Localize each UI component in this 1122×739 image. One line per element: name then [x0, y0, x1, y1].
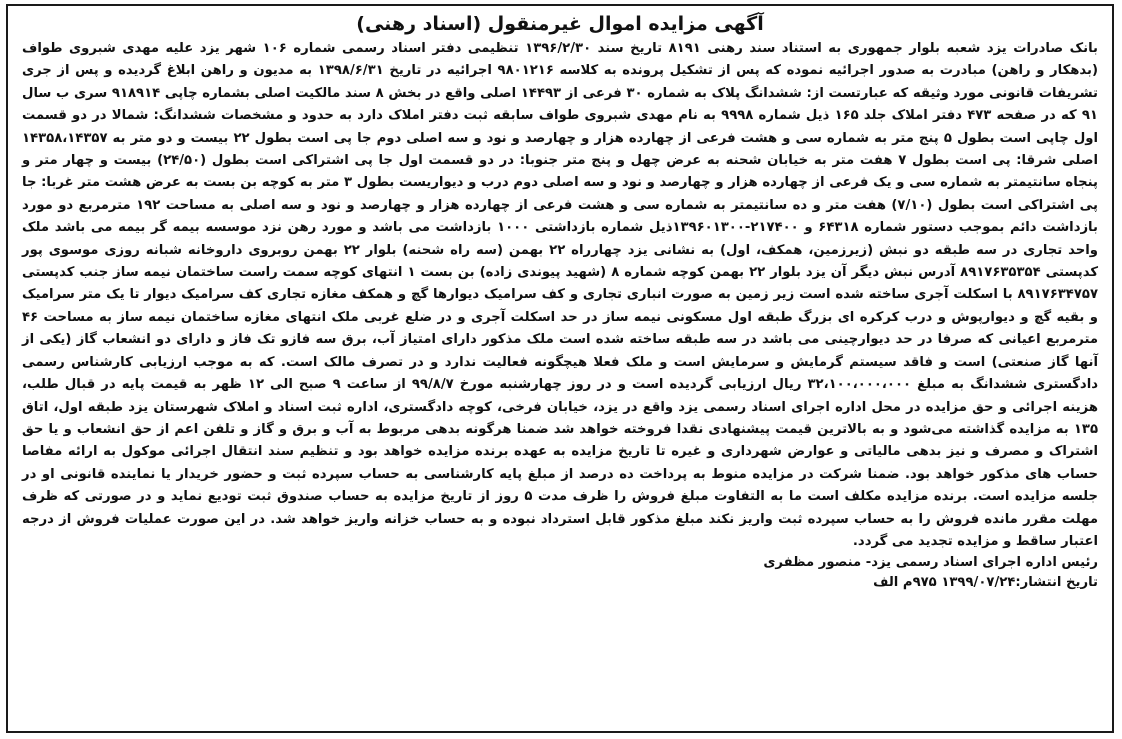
publish-date: تاریخ انتشار:۱۳۹۹/۰۷/۲۴ — [941, 575, 1098, 591]
notice-title: آگهی مزایده اموال غیرمنقول (اسناد رهنی) — [356, 13, 764, 35]
notice-body: بانک صادرات یزد شعبه بلوار جمهوری به استناد سند رهنی ۸۱۹۱ تاریخ سند ۱۳۹۶/۲/۳۰ تنظیمی دفتر اسناد رسمی شماره ۱۰۶ شهر یزد علیه مهدی شبروی طواف (بدهکار و راهن) مبادرت به صدور اجرائیه نموده که پس از تشکیل پرونده به کلاسه ۹۸۰۱۲۱۶ اجرائیه در تاریخ ۱۳۹۸/۶/۳۱ به مدیون و راهن ابلاغ گردیده و پس از جری تشریفات قانونی مورد وثیقه که عبارتست از: ششدانگ پلاک به شماره ۳۰ فرعی از ۱۴۴۹۳ اصلی واقع در بخش ۸ سند مالکیت اصلی بشماره چاپی ۹۱۸۹۱۴ سری ب سال ۹۱ که در صفحه ۴۷۳ دفتر املاک جلد ۱۶۵ ذیل شماره ۹۹۹۸ به نام مهدی شبروی طواف سابقه ثبت دفتر املاک دارد به حدود و مشخصات ششدانگ: شمالا در دو قسمت اول چاپی است بطول ۵ پنج متر به شماره سی و هشت فرعی از چهارده هزار و چهارصد و نود و سه اصلی دوم جا پی است بطول ۲۲ بیست و دو متر به ۱۴۳۵۸،۱۴۳۵۷ اصلی شرقا: پی است بطول ۷ هفت متر به خیابان شحنه به عرض چهل و پنج متر جنوبا: در دو قسمت اول جا پی اشتراکی است بطول (۲۴/۵۰) بیست و چهار متر و پنجاه سانتیمتر به شماره سی و یک فرعی از چهارده هزار و چهارصد و نود و سه اصلی دوم درب و دیواریست بطول ۳ متر به کوچه بن بست به عرض هشت متر غربا: جا پی اشتراکی است بطول (۷/۱۰) هفت متر و ده سانتیمتر به شماره سی و هشت فرعی از چهارده هزار و چهارصد و نود و سه اصلی به مساحت ۱۹۲ مترمربع دو مورد بازداشت دائم بموجب دستور شماره ۶۴۳۱۸ و ۲۱۷۴۰۰-۱۳۹۶۰۱۳۰۰ذیل شماره بازداشتی ۱۰۰۰ بازداشت می باشد و مورد رهن نزد موسسه بیمه گر بیمه می باشد ملک واحد تجاری در سه طبقه دو نبش (زیرزمین، همکف، اول) به نشانی یزد چهارراه ۲۲ بهمن (سه راه شحنه) بلوار ۲۲ بهمن روبروی داروخانه شبانه روزی موسوی پور کدپستی ۸۹۱۷۶۳۵۳۵۴ آدرس نبش دیگر آن یزد بلوار ۲۲ بهمن کوچه شماره ۸ (شهید پیوندی زاده) بن بست ۱ انتهای کوچه سمت راست ساختمان نیمه ساز جنب کدپستی ۸۹۱۷۶۳۴۷۵۷ با اسکلت آجری ساخته شده است زیر زمین به صورت انباری تجاری و کف سرامیک دیوارها گچ و همکف مغازه تجاری کف سرامیک دیوار تا یک متر سرامیک و بقیه گچ و دیوارپوش و درب کرکره ای بزرگ طبقه اول مسکونی نیمه ساز در حد اسکلت آجری و در ضلع غربی ملک انتهای مغازه ساختمان نیمه ساز به مساحت ۴۶ مترمربع اعیانی که صرفا در حد دیوارچینی می باشد در سه طبقه ساخته شده است ملک مذکور دارای امتیاز آب، برق سه فازو تک فاز و دارای دو انشعاب گاز (یکی از آنها گاز صنعتی) است و فاقد سیستم گرمایش و سرمایش است و ملک فعلا هیچگونه فعالیت ندارد و در تصرف مالک است. که به موجب ارزیابی کارشناس رسمی دادگستری ششدانگ به مبلغ ۳۲،۱۰۰،۰۰۰،۰۰۰ ریال ارزیابی گردیده است و در روز چهارشنبه مورخ ۹۹/۸/۷ از ساعت ۹ صبح الی ۱۲ ظهر به قیمت پایه در قبال طلب، هزینه اجرائی و حق مزایده در محل اداره اجرای اسناد رسمی یزد واقع در یزد، خیابان فرخی، کوچه دادگستری، اداره ثبت اسناد و املاک شهرستان یزد طبقه اول، اتاق ۱۳۵ به مزایده گذاشته می‌شود و به بالاترین قیمت پیشنهادی نقدا فروخته خواهد شد ضمنا هرگونه بدهی مربوط به آب و برق و گاز و تلفن اعم از حق انشعاب و یا حق اشتراک و مصرف و نیز بدهی مالیاتی و عوارض شهرداری و غیره تا تاریخ مزایده به عهده برنده مزایده خواهد بود و تنظیم سند انتقال اجرائی موکول به ارائه مفاصا حساب های مذکور خواهد بود. ضمنا شرکت در مزایده منوط به پرداخت ده درصد از مبلغ پایه کارشناسی به حساب سپرده ثبت و حضور خریدار یا نماینده قانونی او در جلسه مزایده است. برنده مزایده مکلف است ما به التفاوت مبلغ فروش را ظرف مدت ۵ روز از تاریخ مزایده به حساب صندوق ثبت تودیع نماید و در صورتی که ظرف مهلت مقرر مانده فروش را به حساب سپرده ثبت واریز نکند مبلغ مذکور قابل استرداد نبوده و به حساب خزانه واریز خواهد شد. در این صورت عملیات فروش از درجه اعتبار ساقط و مزایده تجدید می گردد. — [22, 41, 1099, 549]
reference-code: ۹۷۵م الف — [873, 575, 937, 591]
signature-block — [763, 553, 1098, 593]
notice-footer — [22, 553, 1098, 593]
auction-notice — [6, 4, 1114, 733]
publish-date-line — [763, 573, 1098, 593]
signer-name: رئیس اداره اجرای اسناد رسمی یزد- منصور مظفری — [763, 555, 1098, 571]
